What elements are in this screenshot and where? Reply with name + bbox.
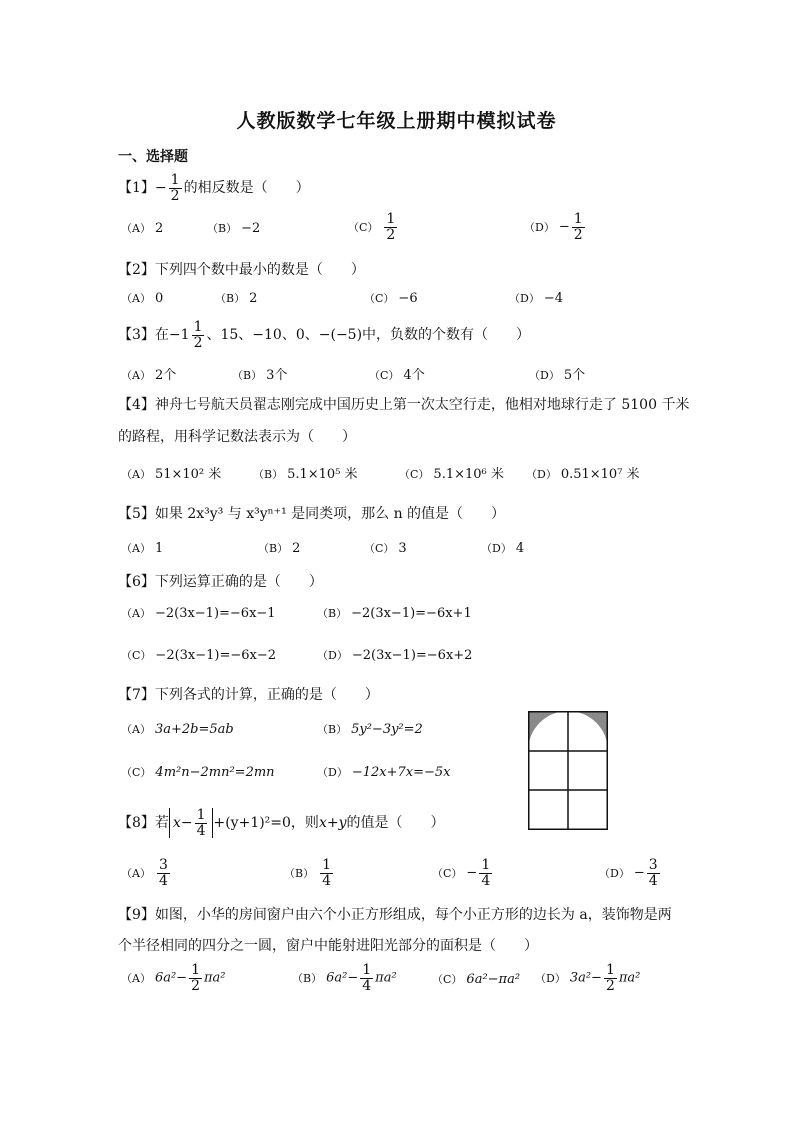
option-b: （B） $\frac{1}{4}$ bbox=[284, 857, 332, 889]
option-c: （C） 5.1×10⁶ 米 bbox=[399, 467, 504, 482]
window-figure bbox=[528, 711, 608, 830]
option-a: （A） 6a²− $\frac{1}{2}$ πa² bbox=[121, 962, 226, 994]
option-d: （D） 0.51×10⁷ 米 bbox=[526, 467, 640, 482]
section-heading: 一、选择题 bbox=[118, 149, 188, 165]
option-a: （A） 1 bbox=[121, 541, 164, 556]
question-8: 【8】若 x− $\frac{1}{4}$ +(y+1)²=0，则x+y的值是（ ） bbox=[118, 807, 445, 839]
option-b: （B） −2 bbox=[207, 221, 261, 236]
option-b: （B） 6a²− $\frac{1}{4}$ πa² bbox=[292, 962, 397, 994]
option-d: （D） 3a²− $\frac{1}{2}$ πa² bbox=[535, 962, 641, 994]
option-a: （A） 2个 bbox=[121, 368, 177, 383]
option-a: （A） −2(3x−1)=−6x−1 bbox=[121, 606, 276, 621]
question-7: 【7】下列各式的计算，正确的是（ ） bbox=[118, 687, 379, 703]
page-title: 人教版数学七年级上册期中模拟试卷 bbox=[236, 110, 557, 132]
option-c: （C） − $\frac{1}{4}$ bbox=[432, 857, 491, 889]
question-4: 【4】神舟七号航天员翟志刚完成中国历史上第一次太空行走，他相对地球行走了 5100 千米 bbox=[118, 397, 690, 413]
option-a: （A） 3a+2b=5ab bbox=[121, 722, 234, 737]
question-4-continued: 的路程，用科学记数法表示为（ ） bbox=[118, 429, 356, 445]
option-d: （D） − $\frac{3}{4}$ bbox=[599, 857, 658, 889]
option-d: （D） −2(3x−1)=−6x+2 bbox=[317, 648, 473, 663]
option-a: （A） 0 bbox=[121, 291, 164, 306]
option-d: （D） − $\frac{1}{2}$ bbox=[524, 211, 583, 243]
question-number: 【5】 bbox=[118, 506, 155, 522]
question-number: 【2】 bbox=[118, 262, 155, 278]
option-a: （A） 2 bbox=[121, 221, 164, 236]
question-number: 【1】 bbox=[118, 180, 155, 197]
option-c: （C） 3 bbox=[364, 541, 407, 556]
option-b: （B） 3个 bbox=[232, 368, 288, 383]
option-c: （C） 4m²n−2mn²=2mn bbox=[121, 765, 275, 780]
question-number: 【8】 bbox=[118, 815, 155, 832]
option-d: （D） 4 bbox=[481, 541, 525, 556]
option-b: （B） 5.1×10⁵ 米 bbox=[253, 467, 358, 482]
option-a: （A） 51×10² 米 bbox=[121, 467, 222, 482]
option-c: （C） 4个 bbox=[369, 368, 425, 383]
option-b: （B） −2(3x−1)=−6x+1 bbox=[317, 606, 472, 621]
option-b: （B） 5y²−3y²=2 bbox=[317, 722, 423, 737]
window-grid bbox=[528, 711, 608, 830]
option-c: （C） −2(3x−1)=−6x−2 bbox=[121, 648, 277, 663]
question-1: 【1】− $\frac{1}{2}$ 的相反数是（ ） bbox=[118, 172, 310, 204]
question-number: 【9】 bbox=[118, 907, 155, 923]
option-c: （C） 6a²−πa² bbox=[432, 972, 521, 987]
question-number: 【7】 bbox=[118, 687, 155, 703]
option-a: （A） $\frac{3}{4}$ bbox=[121, 857, 168, 889]
question-number: 【6】 bbox=[118, 574, 155, 590]
fraction: $\frac{1}{2}$ bbox=[170, 172, 180, 204]
option-b: （B） 2 bbox=[258, 541, 301, 556]
option-d: （D） −4 bbox=[509, 291, 563, 306]
question-2: 【2】下列四个数中最小的数是（ ） bbox=[118, 262, 365, 278]
option-d: （D） 5个 bbox=[529, 368, 586, 383]
question-9: 【9】如图，小华的房间窗户由六个小正方形组成，每个小正方形的边长为 a，装饰物是两 bbox=[118, 907, 672, 923]
absolute-value: x− $\frac{1}{4}$ bbox=[169, 808, 214, 838]
option-b: （B） 2 bbox=[215, 291, 258, 306]
question-9-continued: 个半径相同的四分之一圆，窗户中能射进阳光部分的面积是（ ） bbox=[118, 938, 538, 954]
option-c: （C） $\frac{1}{2}$ bbox=[348, 211, 396, 243]
question-5: 【5】如果 2x³y³ 与 x³yⁿ⁺¹ 是同类项，那么 n 的值是（ ） bbox=[118, 506, 506, 522]
question-number: 【4】 bbox=[118, 397, 155, 413]
question-number: 【3】 bbox=[118, 327, 155, 344]
question-3: 【3】在−1 $\frac{1}{2}$ 、15、−10、0、−(−5)中，负数的个数有（ ） bbox=[118, 319, 531, 351]
option-c: （C） −6 bbox=[364, 291, 418, 306]
question-6: 【6】下列运算正确的是（ ） bbox=[118, 574, 323, 590]
option-d: （D） −12x+7x=−5x bbox=[317, 765, 451, 780]
